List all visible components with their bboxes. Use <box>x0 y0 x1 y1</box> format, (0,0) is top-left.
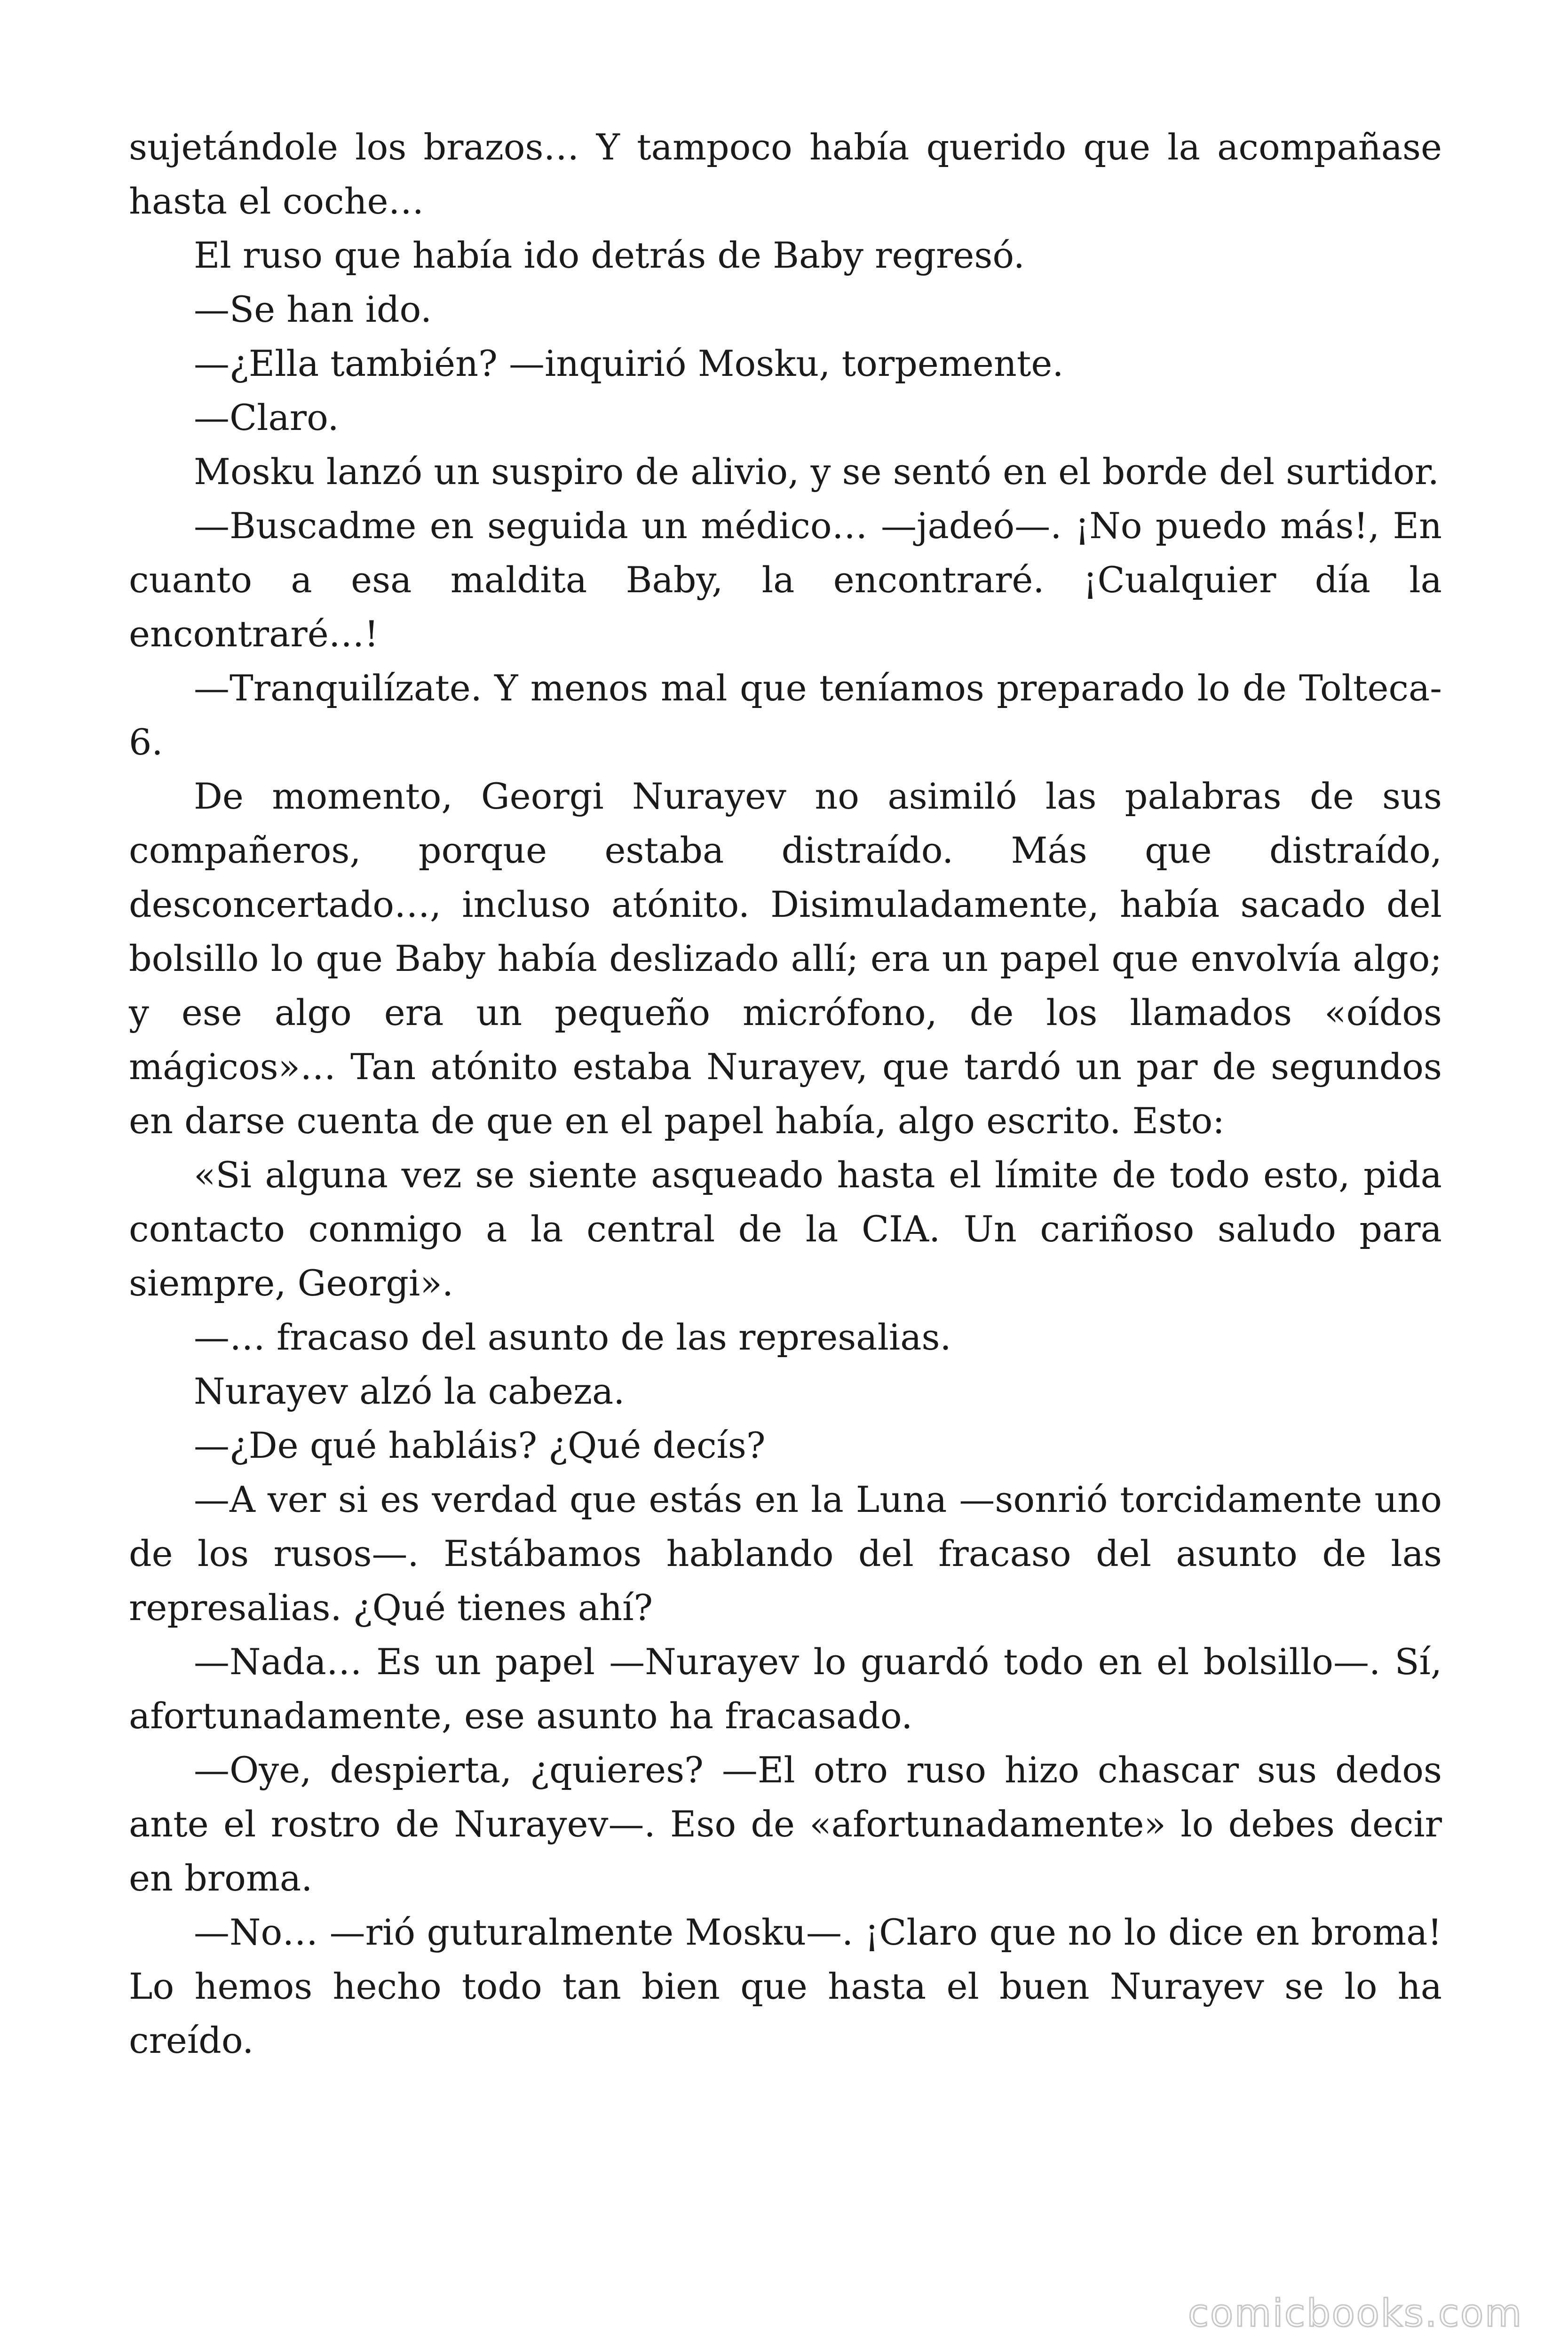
paragraph: —… fracaso del asunto de las represalias. <box>194 1316 951 1358</box>
paragraph: «Si alguna vez se siente asqueado hasta el límite de todo esto, pida contacto conmigo a la central de la CIA. Un cariñoso saludo para siempre, Georgi». <box>129 1154 1442 1304</box>
paragraph: —Claro. <box>194 397 339 438</box>
paragraph: —Se han ido. <box>194 288 432 330</box>
paragraph: —Nada… Es un papel —Nurayev lo guardó todo en el bolsillo—. Sí, afortunadamente, ese asunto ha fracasado. <box>129 1641 1442 1737</box>
paragraph: —Buscadme en seguida un médico… —jadeó—. ¡No puedo más!, En cuanto a esa maldita Baby, la encontraré. ¡Cualquier día la encontraré…! <box>129 505 1442 655</box>
paragraph: —Tranquilízate. Y menos mal que teníamos preparado lo de Tolteca-6. <box>129 667 1442 763</box>
paragraph: Nurayev alzó la cabeza. <box>194 1370 625 1412</box>
paragraph: —¿Ella también? —inquirió Mosku, torpemente. <box>194 342 1064 384</box>
paragraph-continuation: sujetándole los brazos… Y tampoco había querido que la acompañase hasta el coche… <box>129 126 1442 222</box>
paragraph: Mosku lanzó un suspiro de alivio, y se sentó en el borde del surtidor. <box>194 451 1439 493</box>
paragraph: —Oye, despierta, ¿quieres? —El otro ruso hizo chascar sus dedos ante el rostro de Nurayev—. Eso de «afortunadamente» lo debes decir en broma. <box>129 1749 1442 1899</box>
paragraph: De momento, Georgi Nurayev no asimiló las palabras de sus compañeros, porque estaba distraído. Más que distraído, desconcertado…, incluso atónito. Disimuladamente, había sacado del bolsillo lo que Baby había deslizado allí; era un papel que envolvía algo; y ese algo era un pequeño micrófono, de los llamados «oídos mágicos»… Tan atónito estaba Nurayev, que tardó un par de segundos en darse cuenta de que en el papel había, algo escrito. Esto: <box>129 775 1442 1142</box>
paragraph: —No… —rió guturalmente Mosku—. ¡Claro que no lo dice en broma! Lo hemos hecho todo tan bien que hasta el buen Nurayev se lo ha creído. <box>129 1911 1442 2061</box>
page-text <box>129 120 1442 2067</box>
watermark: comicbooks.com <box>1188 2291 1523 2335</box>
paragraph: El ruso que había ido detrás de Baby regresó. <box>194 234 1025 276</box>
paragraph: —¿De qué habláis? ¿Qué decís? <box>194 1424 766 1466</box>
paragraph: —A ver si es verdad que estás en la Luna —sonrió torcidamente uno de los rusos—. Estábamos hablando del fracaso del asunto de las represalias. ¿Qué tienes ahí? <box>129 1478 1442 1629</box>
